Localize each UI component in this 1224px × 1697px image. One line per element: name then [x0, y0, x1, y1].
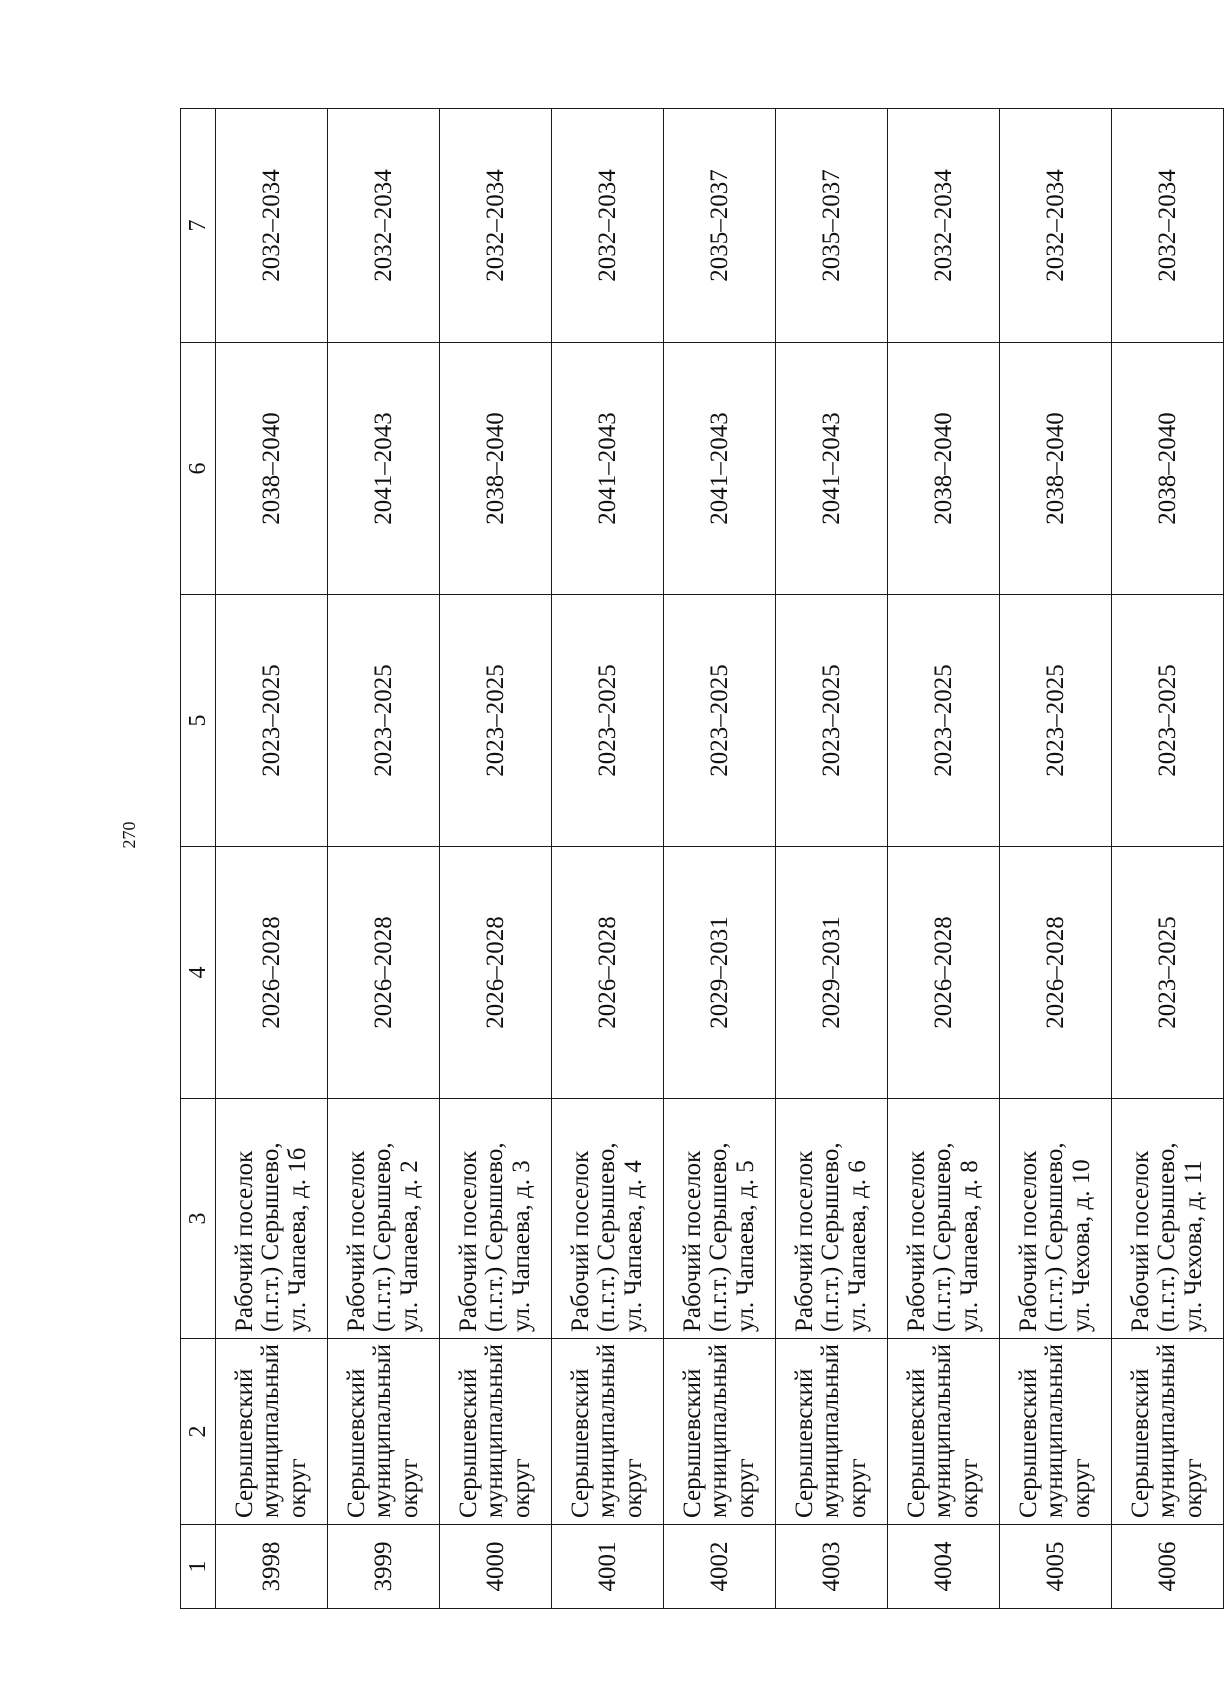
cell-period-4: 2029–2031: [664, 847, 776, 1099]
cell-address: [328, 1099, 440, 1339]
cell-address-line: ул. Чехова, д. 11: [1179, 1160, 1207, 1332]
cell-district: [328, 1339, 440, 1525]
cell-address-line: (п.г.т.) Серышево,: [705, 1142, 733, 1332]
cell-number: 3998: [216, 1525, 328, 1609]
cell-address: [216, 1099, 328, 1339]
cell-address: [888, 1099, 1000, 1339]
cell-period-5: 2023–2025: [776, 595, 888, 847]
cell-period-7: 2032–2034: [216, 109, 328, 343]
cell-number: 4002: [664, 1525, 776, 1609]
cell-number: 4001: [552, 1525, 664, 1609]
cell-district-line: Серышевский: [231, 1368, 259, 1518]
table-row: [328, 109, 440, 1609]
cell-address: [664, 1099, 776, 1339]
cell-district: [776, 1339, 888, 1525]
cell-district-line: Серышевский: [567, 1368, 595, 1518]
cell-address: [776, 1099, 888, 1339]
cell-period-6: 2041–2043: [328, 343, 440, 595]
cell-address-line: ул. Чапаева, д. 5: [731, 1160, 759, 1332]
cell-number: 4004: [888, 1525, 1000, 1609]
cell-period-5: 2023–2025: [552, 595, 664, 847]
cell-period-5: 2023–2025: [1000, 595, 1112, 847]
cell-address-line: (п.г.т.) Серышево,: [817, 1142, 845, 1332]
cell-district: [1112, 1339, 1224, 1525]
cell-period-6: 2038–2040: [1112, 343, 1224, 595]
cell-district-line: муниципальный: [257, 1344, 285, 1518]
cell-period-6: 2038–2040: [216, 343, 328, 595]
cell-district-line: муниципальный: [705, 1344, 733, 1518]
cell-number: 4005: [1000, 1525, 1112, 1609]
cell-district: [888, 1339, 1000, 1525]
cell-period-4: 2026–2028: [888, 847, 1000, 1099]
cell-district-line: округ: [1067, 1458, 1095, 1518]
cell-period-7: 2032–2034: [1000, 109, 1112, 343]
cell-number: 3999: [328, 1525, 440, 1609]
cell-district-line: Серышевский: [343, 1368, 371, 1518]
cell-address: [1112, 1099, 1224, 1339]
cell-address-line: (п.г.т.) Серышево,: [257, 1142, 285, 1332]
cell-period-6: 2041–2043: [664, 343, 776, 595]
cell-period-4: 2026–2028: [1000, 847, 1112, 1099]
column-header-5: 5: [181, 595, 216, 847]
cell-period-4: 2023–2025: [1112, 847, 1224, 1099]
cell-district-line: округ: [619, 1458, 647, 1518]
cell-address-line: ул. Чапаева, д. 3: [507, 1160, 535, 1332]
cell-district-line: Серышевский: [791, 1368, 819, 1518]
cell-address-line: ул. Чапаева, д. 6: [843, 1160, 871, 1332]
cell-period-7: 2035–2037: [776, 109, 888, 343]
cell-number: 4003: [776, 1525, 888, 1609]
column-header-2: 2: [181, 1339, 216, 1525]
cell-period-4: 2026–2028: [328, 847, 440, 1099]
cell-period-6: 2038–2040: [440, 343, 552, 595]
table-row: [888, 109, 1000, 1609]
page-number: 270: [119, 821, 139, 849]
register-table: [180, 108, 1224, 1609]
cell-period-7: 2032–2034: [888, 109, 1000, 343]
cell-period-5: 2023–2025: [888, 595, 1000, 847]
rotated-table-wrapper: [180, 109, 1220, 1609]
cell-district-line: муниципальный: [369, 1344, 397, 1518]
cell-address-line: (п.г.т.) Серышево,: [1041, 1142, 1069, 1332]
cell-period-7: 2035–2037: [664, 109, 776, 343]
cell-address-line: ул. Чапаева, д. 1б: [283, 1147, 311, 1332]
cell-address-line: (п.г.т.) Серышево,: [481, 1142, 509, 1332]
header-row: [181, 109, 216, 1609]
cell-period-4: 2026–2028: [216, 847, 328, 1099]
cell-district: [552, 1339, 664, 1525]
cell-period-4: 2029–2031: [776, 847, 888, 1099]
table-row: [552, 109, 664, 1609]
cell-district-line: Серышевский: [679, 1368, 707, 1518]
column-header-7: 7: [181, 109, 216, 343]
column-header-1: 1: [181, 1525, 216, 1609]
cell-district-line: округ: [731, 1458, 759, 1518]
cell-district: [664, 1339, 776, 1525]
cell-district-line: муниципальный: [1153, 1344, 1181, 1518]
cell-address-line: ул. Чапаева, д. 8: [955, 1160, 983, 1332]
cell-district: [1000, 1339, 1112, 1525]
table-row: [1000, 109, 1112, 1609]
cell-district-line: муниципальный: [1041, 1344, 1069, 1518]
cell-address-line: (п.г.т.) Серышево,: [369, 1142, 397, 1332]
cell-address-line: Рабочий поселок: [679, 1150, 707, 1332]
cell-district: [440, 1339, 552, 1525]
cell-district-line: Серышевский: [1015, 1368, 1043, 1518]
cell-address-line: ул. Чехова, д. 10: [1067, 1159, 1095, 1332]
cell-address-line: Рабочий поселок: [343, 1150, 371, 1332]
cell-period-4: 2026–2028: [440, 847, 552, 1099]
cell-district-line: округ: [283, 1458, 311, 1518]
cell-address-line: Рабочий поселок: [903, 1150, 931, 1332]
cell-district: [216, 1339, 328, 1525]
cell-district-line: округ: [1179, 1458, 1207, 1518]
cell-address: [552, 1099, 664, 1339]
cell-address-line: Рабочий поселок: [231, 1150, 259, 1332]
table-row: [1112, 109, 1224, 1609]
cell-period-5: 2023–2025: [440, 595, 552, 847]
table-row: [664, 109, 776, 1609]
table-row: [216, 109, 328, 1609]
column-header-4: 4: [181, 847, 216, 1099]
cell-address-line: Рабочий поселок: [791, 1150, 819, 1332]
cell-address-line: Рабочий поселок: [1015, 1150, 1043, 1332]
cell-address-line: (п.г.т.) Серышево,: [929, 1142, 957, 1332]
cell-period-5: 2023–2025: [664, 595, 776, 847]
cell-period-5: 2023–2025: [216, 595, 328, 847]
cell-district-line: округ: [843, 1458, 871, 1518]
cell-period-6: 2038–2040: [888, 343, 1000, 595]
cell-district-line: округ: [395, 1458, 423, 1518]
cell-period-6: 2041–2043: [776, 343, 888, 595]
cell-period-5: 2023–2025: [1112, 595, 1224, 847]
cell-number: 4000: [440, 1525, 552, 1609]
cell-address-line: ул. Чапаева, д. 2: [395, 1160, 423, 1332]
cell-address-line: (п.г.т.) Серышево,: [593, 1142, 621, 1332]
cell-period-7: 2032–2034: [440, 109, 552, 343]
cell-address-line: Рабочий поселок: [567, 1150, 595, 1332]
cell-address-line: Рабочий поселок: [1127, 1150, 1155, 1332]
cell-district-line: муниципальный: [929, 1344, 957, 1518]
cell-period-7: 2032–2034: [328, 109, 440, 343]
cell-district-line: муниципальный: [593, 1344, 621, 1518]
cell-period-7: 2032–2034: [1112, 109, 1224, 343]
cell-district-line: округ: [955, 1458, 983, 1518]
cell-period-7: 2032–2034: [552, 109, 664, 343]
cell-district-line: округ: [507, 1458, 535, 1518]
cell-district-line: муниципальный: [481, 1344, 509, 1518]
column-header-3: 3: [181, 1099, 216, 1339]
cell-district-line: Серышевский: [1127, 1368, 1155, 1518]
column-header-6: 6: [181, 343, 216, 595]
cell-address: [440, 1099, 552, 1339]
cell-district-line: муниципальный: [817, 1344, 845, 1518]
cell-period-6: 2038–2040: [1000, 343, 1112, 595]
table-body: [181, 109, 1224, 1609]
cell-address: [1000, 1099, 1112, 1339]
cell-address-line: ул. Чапаева, д. 4: [619, 1160, 647, 1332]
cell-address-line: (п.г.т.) Серышево,: [1153, 1142, 1181, 1332]
table-row: [440, 109, 552, 1609]
cell-period-4: 2026–2028: [552, 847, 664, 1099]
table-row: [776, 109, 888, 1609]
cell-period-6: 2041–2043: [552, 343, 664, 595]
cell-number: 4006: [1112, 1525, 1224, 1609]
cell-district-line: Серышевский: [903, 1368, 931, 1518]
cell-district-line: Серышевский: [455, 1368, 483, 1518]
cell-address-line: Рабочий поселок: [455, 1150, 483, 1332]
cell-period-5: 2023–2025: [328, 595, 440, 847]
